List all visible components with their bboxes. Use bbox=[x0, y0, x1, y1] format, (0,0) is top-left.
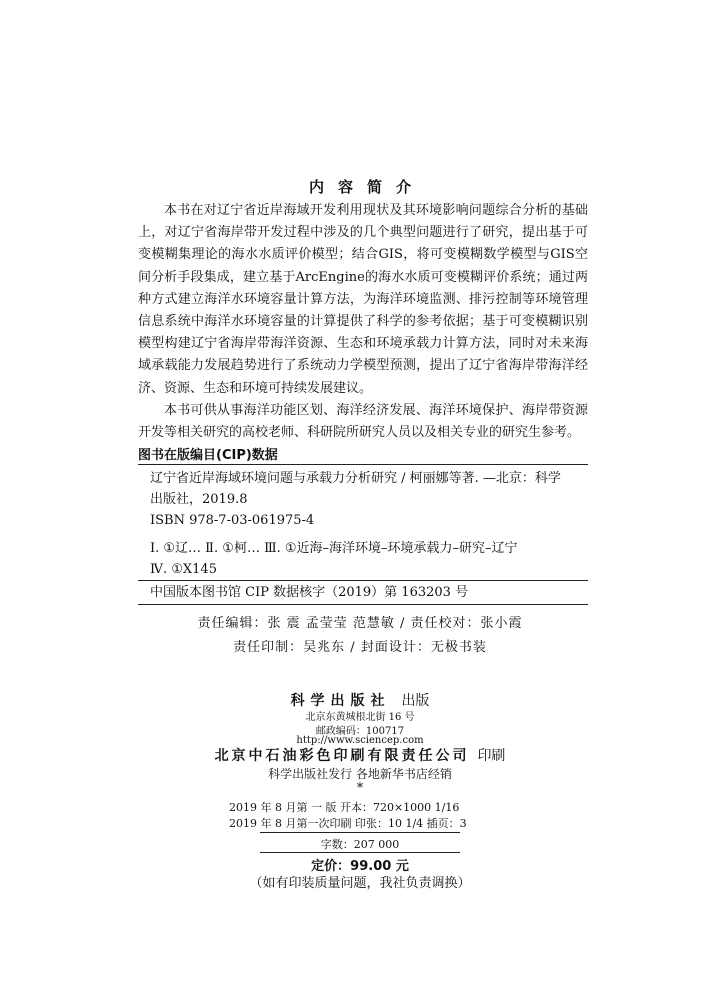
summary-title: 内容简介 bbox=[308, 178, 425, 196]
publisher-logo-text: 科学出版社 bbox=[290, 693, 391, 709]
printer-name bbox=[0, 745, 720, 765]
cip-heading: 图书在版编目(CIP)数据 bbox=[138, 448, 278, 463]
edition-divider bbox=[260, 832, 460, 833]
cip-isbn: ISBN 978-7-03-061975-4 bbox=[150, 513, 315, 528]
cip-line: 辽宁省近岸海域环境问题与承载力分析研究 / 柯丽娜等著. —北京：科学 bbox=[150, 471, 561, 486]
edition-line: 2019 年 8 月第 一 版 开本：720×1000 1/16 bbox=[229, 801, 460, 814]
publisher-address: 北京东黄城根北街 16 号 bbox=[305, 712, 415, 723]
cip-record bbox=[150, 468, 586, 580]
editor-credits: 责任编辑：张 震 孟莹莹 范慧敏 / 责任校对：张小霞 bbox=[197, 616, 523, 631]
word-count: 字数：207 000 bbox=[320, 838, 400, 851]
summary-paragraph: 本书在对辽宁省近岸海域开发利用现状及其环境影响问题综合分析的基础上，对辽宁省海岸带开发过程中涉及的几个典型问题进行了研究，提出基于可变模糊集理论的海水水质评价模型；结合GIS，将可变模糊数学模型与GIS空间分析手段集成，建立基于ArcEngine的海水水质可变模糊评价系统；通过两种方式建立海洋水环境容量计算方法，为海洋环境监测、排污控制等环境管理信息系统中海洋水环境容量的计算提供了科学的参考依据；基于可变模糊识别模型构建辽宁省海岸带海洋资源、生态和环境承载力计算方法，同时对未来海域承载能力发展趋势进行了系统动力学模型预测，提出了辽宁省海岸带海洋经济、资源、生态和环境可持续发展建议。 bbox=[138, 203, 588, 396]
production-credits: 责任印制：吴兆东 / 封面设计：无极书装 bbox=[233, 640, 487, 655]
publisher-suffix: 出版 bbox=[401, 693, 430, 709]
edition-line: 2019 年 8 月第一次印刷 印张：10 1/4 插页：3 bbox=[229, 817, 467, 830]
cip-classification: Ⅳ. ①X145 bbox=[150, 562, 217, 577]
edition-divider bbox=[260, 852, 460, 853]
cip-divider bbox=[138, 604, 588, 605]
cip-line: 出版社，2019.8 bbox=[150, 492, 248, 507]
publisher-website: http://www.sciencep.com bbox=[296, 735, 424, 746]
separator-asterisk: * bbox=[356, 781, 364, 796]
printer-logo-text: 北京中石油彩色印刷有限责任公司 bbox=[214, 748, 470, 764]
cip-classification: Ⅰ. ①辽… Ⅱ. ①柯… Ⅲ. ①近海–海洋环境–环境承载力–研究–辽宁 bbox=[150, 541, 518, 556]
summary-text bbox=[138, 200, 588, 444]
quality-notice: （如有印装质量问题，我社负责调换） bbox=[249, 876, 471, 891]
summary-paragraph: 本书可供从事海洋功能区划、海洋经济发展、海洋环境保护、海岸带资源开发等相关研究的高校老师、科研院所研究人员以及相关专业的研究生参考。 bbox=[138, 402, 588, 441]
printer-suffix: 印刷 bbox=[477, 748, 506, 764]
edition-info bbox=[229, 800, 529, 832]
cip-record-number: 中国版本图书馆 CIP 数据核字（2019）第 163203 号 bbox=[150, 585, 469, 600]
cip-divider bbox=[138, 464, 588, 465]
publisher-postcode: 邮政编码：100717 bbox=[315, 726, 405, 737]
price: 定价：99.00 元 bbox=[311, 859, 409, 874]
cip-divider bbox=[138, 580, 588, 581]
publisher-name bbox=[0, 690, 720, 710]
distribution-info: 科学出版社发行 各地新华书店经销 bbox=[268, 767, 452, 781]
